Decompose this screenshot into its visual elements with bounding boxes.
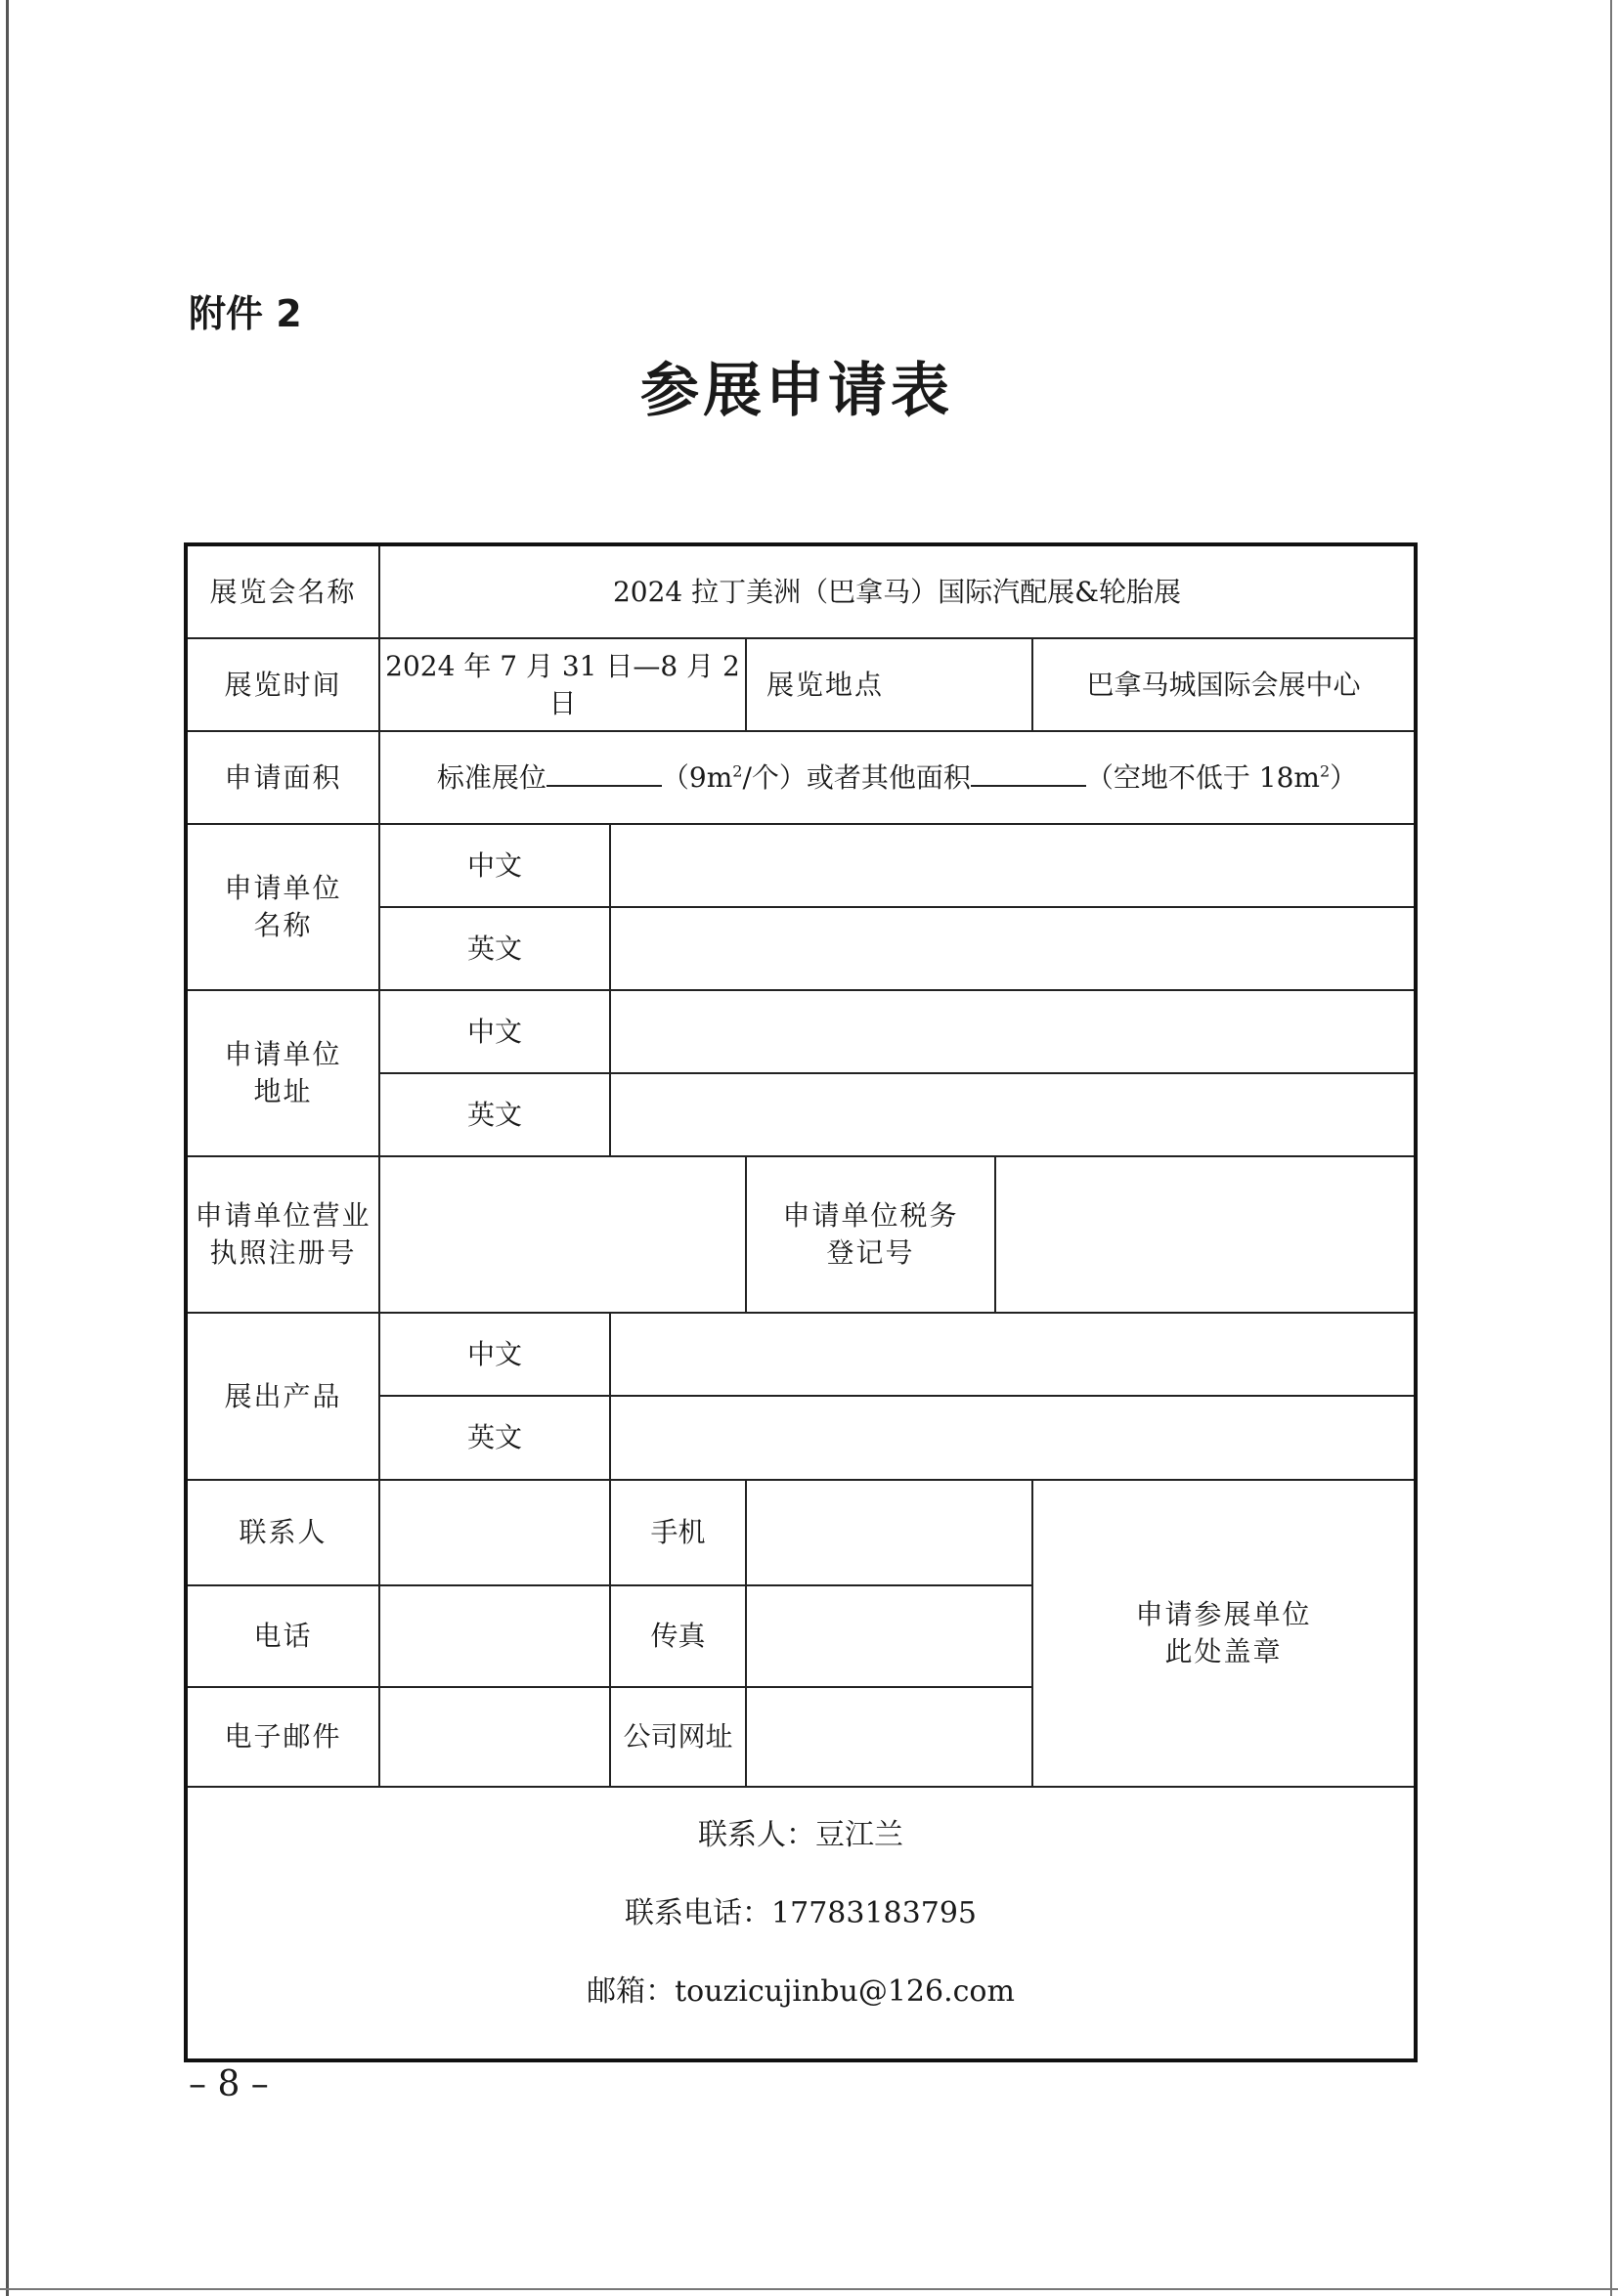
company-name-cn-field[interactable] <box>610 824 1416 907</box>
row-contact-mobile <box>186 1480 1416 1585</box>
area-note-open: （空地不低于 18m <box>1085 760 1320 794</box>
exhibition-name-label: 展览会名称 <box>186 544 379 638</box>
other-area-blank[interactable] <box>971 759 1086 787</box>
area-note-sup: 2 <box>1319 761 1331 781</box>
products-label: 展出产品 <box>186 1313 379 1480</box>
exhibition-venue-label-cell <box>746 638 1032 731</box>
email-field[interactable] <box>379 1687 610 1787</box>
row-company-name-cn <box>186 824 1416 907</box>
seal-area <box>1032 1480 1416 1787</box>
row-contact-info <box>186 1787 1416 2060</box>
company-address-label-line2: 地址 <box>253 1075 313 1107</box>
contact-person-field[interactable] <box>379 1480 610 1585</box>
area-note-close: ） <box>1330 760 1358 794</box>
company-address-label-line1: 申请单位 <box>224 1038 342 1071</box>
area-value-cell <box>379 731 1416 824</box>
exhibition-name-value: 2024 拉丁美洲（巴拿马）国际汽配展&轮胎展 <box>379 544 1416 638</box>
company-name-en-label: 英文 <box>379 907 610 990</box>
attachment-label: 附件 2 <box>189 292 302 335</box>
company-name-label-line1: 申请单位 <box>224 872 342 905</box>
area-unit-close: /个）或者其他面积 <box>742 760 971 794</box>
company-name-label-line2: 名称 <box>253 909 313 941</box>
company-address-label <box>186 990 379 1156</box>
mobile-label: 手机 <box>610 1480 746 1585</box>
exhibition-venue-value: 巴拿马城国际会展中心 <box>1032 638 1416 731</box>
row-area <box>186 731 1416 824</box>
application-form-table <box>184 542 1418 2062</box>
exhibition-time-label: 展览时间 <box>186 638 379 731</box>
mobile-field[interactable] <box>746 1480 1032 1585</box>
tax-label-line2: 登记号 <box>826 1236 915 1269</box>
products-cn-field[interactable] <box>610 1313 1416 1396</box>
seal-line-1: 申请参展单位 <box>1135 1598 1312 1631</box>
row-license-tax <box>186 1156 1416 1313</box>
area-label: 申请面积 <box>186 731 379 824</box>
contact-person-label: 联系人 <box>186 1480 379 1585</box>
tax-label <box>746 1156 995 1313</box>
company-address-cn-label: 中文 <box>379 990 610 1073</box>
company-address-en-field[interactable] <box>610 1073 1416 1156</box>
products-en-label: 英文 <box>379 1396 610 1480</box>
area-standard-text: 标准展位 <box>436 760 547 794</box>
license-number-field[interactable] <box>379 1156 746 1313</box>
tax-label-line1: 申请单位税务 <box>782 1199 959 1233</box>
contact-phone-line: 联系电话：17783183795 <box>625 1895 977 1930</box>
website-field[interactable] <box>746 1687 1032 1787</box>
page-edge-right <box>1610 0 1612 2296</box>
company-address-cn-field[interactable] <box>610 990 1416 1073</box>
page-title: 参展申请表 <box>640 357 953 425</box>
company-address-en-label: 英文 <box>379 1073 610 1156</box>
fax-label: 传真 <box>610 1585 746 1687</box>
seal-line-2: 此处盖章 <box>1164 1635 1283 1668</box>
license-label-line2: 执照注册号 <box>209 1236 357 1269</box>
phone-label: 电话 <box>186 1585 379 1687</box>
row-exhibition-name <box>186 544 1416 638</box>
standard-booth-blank[interactable] <box>547 759 662 787</box>
website-label: 公司网址 <box>610 1687 746 1787</box>
license-label-line1: 申请单位营业 <box>195 1199 372 1233</box>
contact-info-cell <box>186 1787 1416 2060</box>
area-unit-sup: 2 <box>732 761 743 781</box>
products-en-field[interactable] <box>610 1396 1416 1480</box>
area-unit-open: （9m <box>661 760 733 794</box>
row-products-cn <box>186 1313 1416 1396</box>
row-company-address-cn <box>186 990 1416 1073</box>
phone-field[interactable] <box>379 1585 610 1687</box>
tax-number-field[interactable] <box>995 1156 1416 1313</box>
email-label: 电子邮件 <box>186 1687 379 1787</box>
company-name-en-field[interactable] <box>610 907 1416 990</box>
contact-person-line: 联系人：豆江兰 <box>698 1817 904 1852</box>
page-edge-bottom <box>0 2288 1618 2290</box>
company-name-label <box>186 824 379 990</box>
contact-email-line: 邮箱：touzicujinbu@126.com <box>587 1973 1015 2009</box>
page-number: – 8 – <box>189 2064 269 2104</box>
products-cn-label: 中文 <box>379 1313 610 1396</box>
row-time-venue <box>186 638 1416 731</box>
exhibition-time-value: 2024 年 7 月 31 日—8 月 2 日 <box>379 638 746 731</box>
fax-field[interactable] <box>746 1585 1032 1687</box>
company-name-cn-label: 中文 <box>379 824 610 907</box>
exhibition-venue-label: 展览地点 <box>766 668 885 701</box>
license-label <box>186 1156 379 1313</box>
